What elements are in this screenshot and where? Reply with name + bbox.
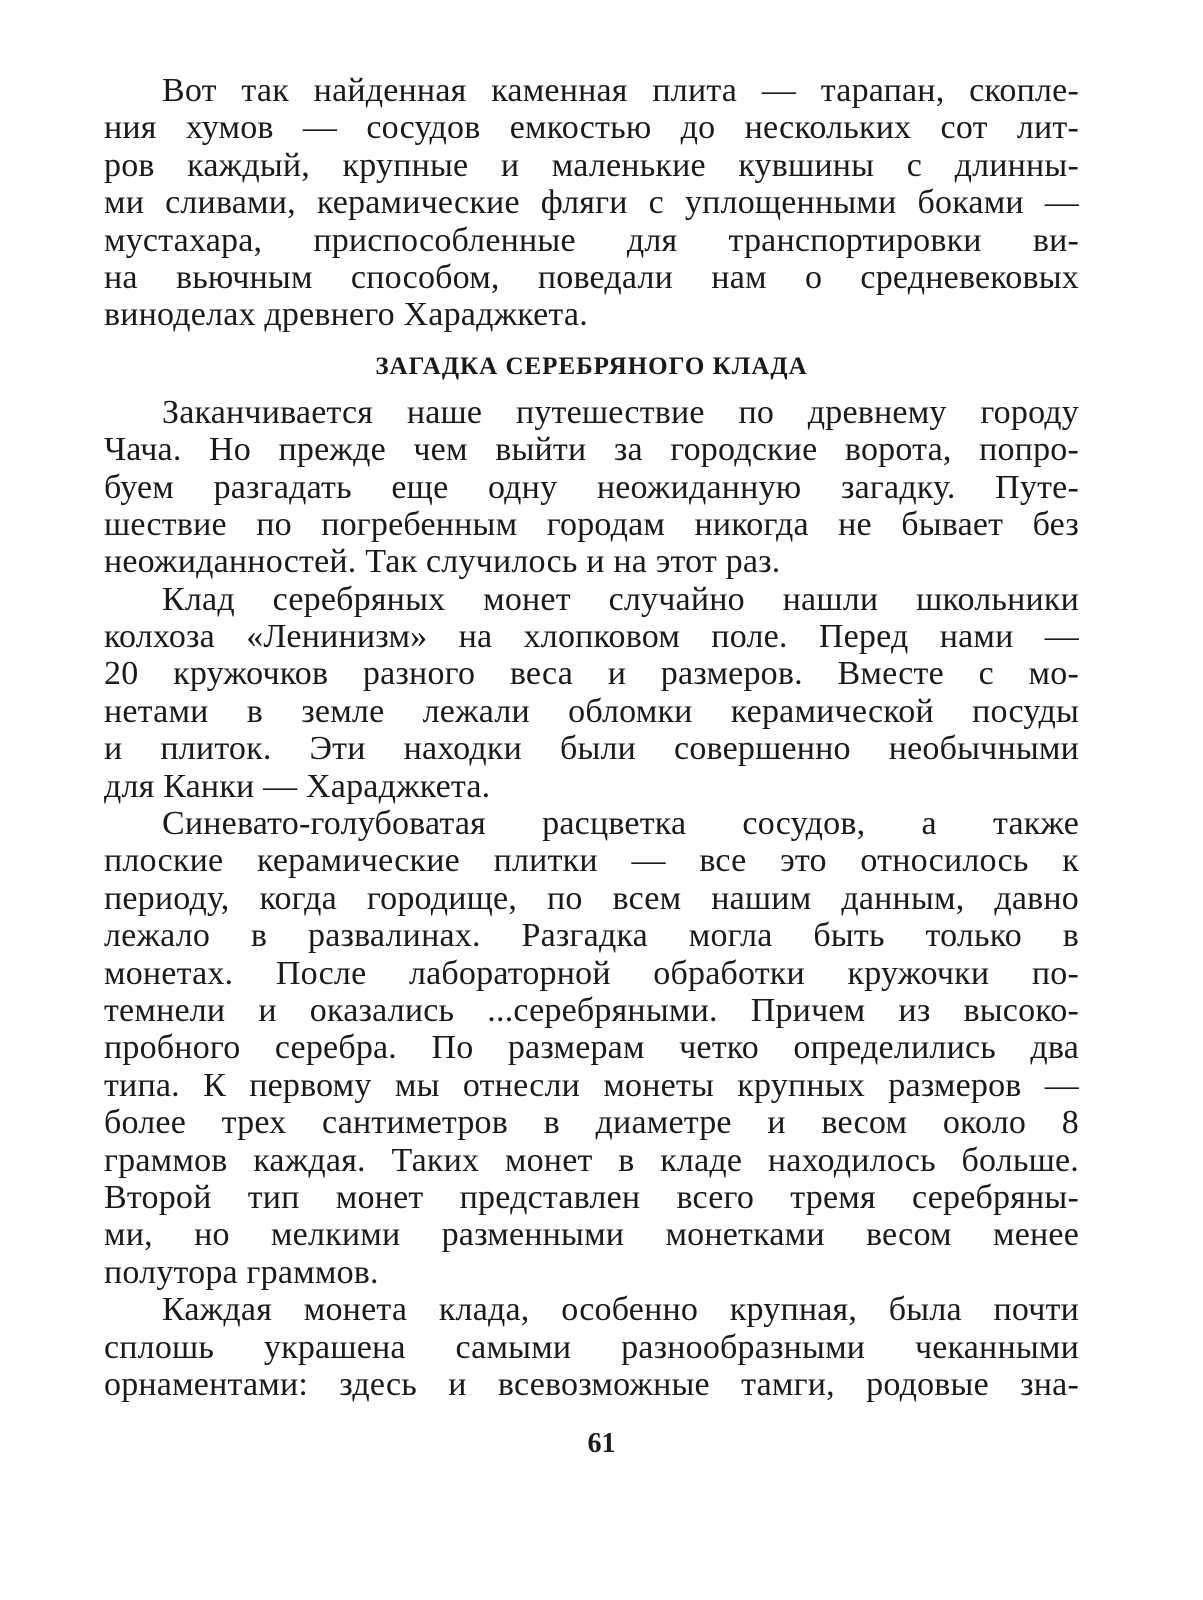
text-line: ния хумов — сосудов емкостью до нескольких сот лит-: [104, 109, 1079, 147]
paragraph-5: [104, 1291, 1079, 1403]
text-line: граммов каждая. Таких монет в кладе находилось больше.: [104, 1141, 1079, 1179]
text-line: монетах. После лабораторной обработки кружочки по-: [104, 954, 1079, 992]
page-body: [104, 72, 1079, 1403]
text-line: нетами в земле лежали обломки керамической посуды: [104, 692, 1079, 730]
text-line: сплошь украшена самыми разнообразными чеканными: [104, 1328, 1079, 1366]
text-line: Второй тип монет представлен всего тремя серебряны-: [104, 1178, 1079, 1216]
paragraph-3: [104, 581, 1079, 805]
text-line: ми сливами, керамические фляги с уплощенными боками —: [104, 184, 1079, 222]
text-line: типа. К первому мы отнесли монеты крупных размеров —: [104, 1066, 1079, 1104]
text-line: Синевато-голубоватая расцветка сосудов, а также: [162, 805, 1079, 843]
paragraph-1: [104, 72, 1079, 334]
paragraph-2: [104, 394, 1079, 581]
text-line: полутора граммов.: [104, 1253, 379, 1291]
text-line: и плиток. Эти находки были совершенно необычными: [104, 730, 1079, 768]
text-line: мустахара, приспособленные для транспортировки ви-: [104, 221, 1079, 259]
paragraph-4: [104, 805, 1079, 1291]
page-number: 61: [587, 1428, 616, 1459]
text-line: Вот так найденная каменная плита — тарапан, скопле-: [162, 72, 1079, 109]
text-line: 20 кружочков разного веса и размеров. Вместе с мо-: [104, 655, 1079, 693]
text-line: темнели и оказались ...серебряными. Причем из высоко-: [104, 991, 1079, 1029]
text-line: неожиданностей. Так случилось и на этот раз.: [104, 543, 781, 581]
text-line: колхоза «Ленинизм» на хлопковом поле. Перед нами —: [104, 618, 1079, 656]
text-line: Заканчивается наше путешествие по древнему городу: [162, 393, 1079, 431]
text-line: ми, но мелкими разменными монетками весом менее: [104, 1216, 1079, 1254]
text-line: орнаментами: здесь и всевозможные тамги, родовые зна-: [104, 1365, 1079, 1403]
text-line: на вьючным способом, поведали нам о средневековых: [104, 258, 1079, 296]
text-line: Чача. Но прежде чем выйти за городские ворота, попро-: [104, 431, 1079, 469]
text-line: пробного серебра. По размерам четко определились два: [104, 1029, 1079, 1067]
text-line: буем разгадать еще одну неожиданную загадку. Путе-: [104, 468, 1079, 506]
text-line: виноделах древнего Хараджкета.: [104, 296, 588, 334]
text-line: периоду, когда городище, по всем нашим данным, давно: [104, 879, 1079, 917]
text-line: Каждая монета клада, особенно крупная, была почти: [162, 1291, 1079, 1329]
text-line: шествие по погребенным городам никогда не бывает без: [104, 505, 1079, 543]
section-heading: ЗАГАДКА СЕРЕБРЯНОГО КЛАДА: [375, 352, 808, 380]
text-line: Клад серебряных монет случайно нашли школьники: [162, 580, 1079, 618]
text-line: плоские керамические плитки — все это относилось к: [104, 842, 1079, 880]
text-line: более трех сантиметров в диаметре и весом около 8: [104, 1104, 1079, 1142]
text-line: ров каждый, крупные и маленькие кувшины с длинны-: [104, 146, 1079, 184]
text-line: для Канки — Хараджкета.: [104, 767, 491, 805]
text-line: лежало в развалинах. Разгадка могла быть только в: [104, 917, 1079, 955]
